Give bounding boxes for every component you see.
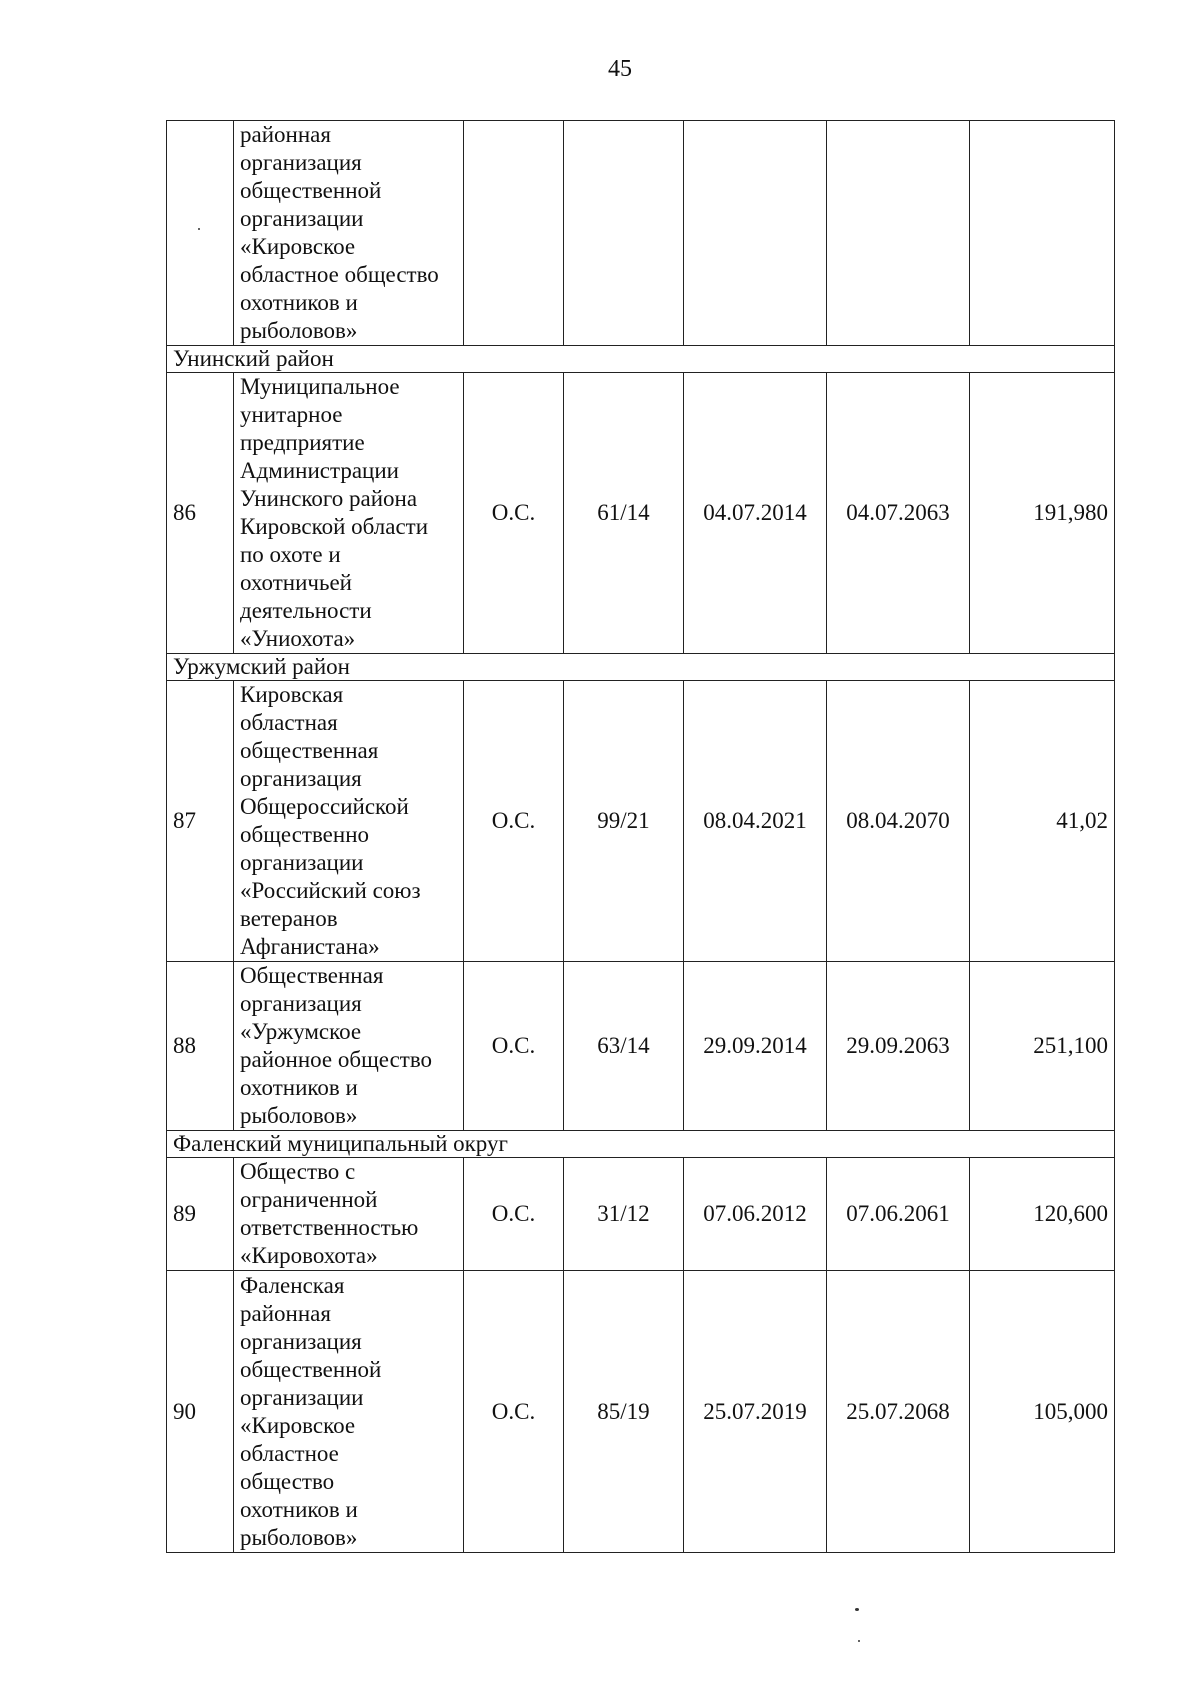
- grant-type: О.С.: [464, 1271, 564, 1553]
- scan-speck: [858, 1640, 860, 1642]
- row-number: 86: [167, 373, 234, 654]
- area-value: 191,980: [970, 373, 1115, 654]
- organization-name: Общество с ограниченной ответственностью «Кировохота»: [234, 1158, 464, 1271]
- table-row: [167, 121, 1115, 346]
- end-date: 25.07.2068: [827, 1271, 970, 1553]
- section-title: Унинский район: [167, 346, 1115, 373]
- start-date: 29.09.2014: [684, 962, 827, 1131]
- organization-name: районная организация общественной организации «Кировское областное общество охотников и рыболовов»: [234, 121, 464, 346]
- table-row: [167, 681, 1115, 962]
- organization-name: Муниципальное унитарное предприятие Администрации Унинского района Кировской области по охоте и охотничьей деятельности «Униохота»: [234, 373, 464, 654]
- grant-type: О.С.: [464, 373, 564, 654]
- organization-name: Общественная организация «Уржумское районное общество охотников и рыболовов»: [234, 962, 464, 1131]
- empty-cell: [970, 121, 1115, 346]
- grant-type: О.С.: [464, 962, 564, 1131]
- page-number: 45: [608, 56, 632, 82]
- row-number: 88: [167, 962, 234, 1131]
- agreement-number: 99/21: [564, 681, 684, 962]
- row-number: 89: [167, 1158, 234, 1271]
- scan-speck: [855, 1608, 859, 1611]
- agreement-number: 61/14: [564, 373, 684, 654]
- agreement-number: 31/12: [564, 1158, 684, 1271]
- empty-cell: [827, 121, 970, 346]
- section-title: Уржумский район: [167, 654, 1115, 681]
- area-value: 41,02: [970, 681, 1115, 962]
- start-date: 25.07.2019: [684, 1271, 827, 1553]
- empty-cell: [564, 121, 684, 346]
- grant-type: О.С.: [464, 1158, 564, 1271]
- grant-type: О.С.: [464, 681, 564, 962]
- agreement-number: 63/14: [564, 962, 684, 1131]
- section-header-row: [167, 1131, 1115, 1158]
- start-date: 07.06.2012: [684, 1158, 827, 1271]
- section-header-row: [167, 346, 1115, 373]
- area-value: 251,100: [970, 962, 1115, 1131]
- section-header-row: [167, 654, 1115, 681]
- table-row: [167, 962, 1115, 1131]
- table-row: [167, 373, 1115, 654]
- empty-cell: [464, 121, 564, 346]
- area-value: 105,000: [970, 1271, 1115, 1553]
- start-date: 04.07.2014: [684, 373, 827, 654]
- end-date: 08.04.2070: [827, 681, 970, 962]
- organization-name: Кировская областная общественная организация Общероссийской общественно организации «Российский союз ветеранов Афганистана»: [234, 681, 464, 962]
- row-number: 90: [167, 1271, 234, 1553]
- start-date: 08.04.2021: [684, 681, 827, 962]
- table-row: [167, 1158, 1115, 1271]
- scan-speck: [198, 228, 200, 230]
- end-date: 07.06.2061: [827, 1158, 970, 1271]
- row-number: [167, 121, 234, 346]
- area-value: 120,600: [970, 1158, 1115, 1271]
- table-row: [167, 1271, 1115, 1553]
- agreement-number: 85/19: [564, 1271, 684, 1553]
- row-number: 87: [167, 681, 234, 962]
- end-date: 04.07.2063: [827, 373, 970, 654]
- empty-cell: [684, 121, 827, 346]
- hunting-grounds-table: [166, 120, 1115, 1553]
- section-title: Фаленский муниципальный округ: [167, 1131, 1115, 1158]
- end-date: 29.09.2063: [827, 962, 970, 1131]
- organization-name: Фаленская районная организация общественной организации «Кировское областное общество охотников и рыболовов»: [234, 1271, 464, 1553]
